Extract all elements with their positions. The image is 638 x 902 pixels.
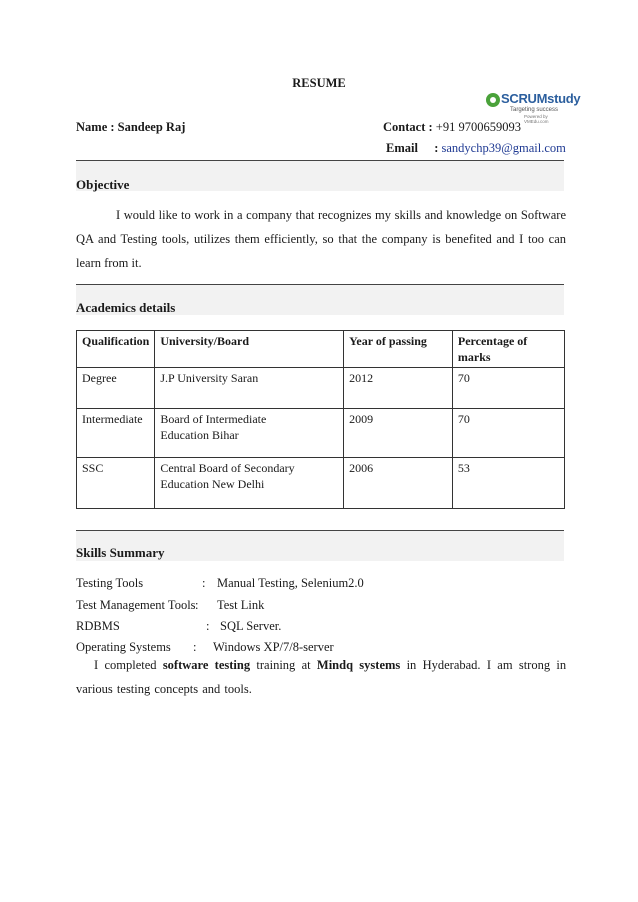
col-header-qualification: Qualification [77, 331, 155, 368]
cell-board: Board of Intermediate Education Bihar [155, 409, 344, 458]
skill-value-rdbms: SQL Server. [220, 619, 282, 633]
logo-brand: SCRUMstudy [501, 91, 581, 106]
skill-label-testing-tools: Testing Tools [76, 576, 144, 590]
skills-heading: Skills Summary [76, 545, 165, 560]
cell-board: Central Board of Secondary Education New Delhi [155, 458, 344, 509]
cell-board: J.P University Saran [155, 368, 344, 409]
training-mid: training at [256, 658, 311, 672]
table-row [77, 409, 565, 458]
scrumstudy-logo [484, 88, 581, 124]
skill-colon: : [206, 619, 210, 633]
col-header-university: University/Board [155, 331, 344, 368]
objective-heading: Objective [76, 177, 130, 192]
contact-value: +91 9700659093 [435, 120, 521, 134]
objective-text: I would like to work in a company that recognizes my skills and knowledge on Software QA and Testing tools, utilizes them efficiently, so that the company is benefited and I too can learn from it. [76, 208, 566, 270]
table-row [77, 368, 565, 409]
cell-year: 2006 [344, 458, 453, 509]
skill-label-test-management: Test Management Tools [76, 598, 196, 612]
training-institute: Mindq systems [316, 658, 401, 672]
logo-circle-icon [486, 93, 500, 107]
cell-percent: 53 [452, 458, 564, 509]
cell-year: 2009 [344, 409, 453, 458]
cell-qualification: Intermediate [77, 409, 155, 458]
training-paragraph [76, 653, 566, 701]
resume-title: RESUME [292, 76, 346, 90]
name-label: Name : Sandeep Raj [76, 120, 186, 134]
cell-qualification: Degree [77, 368, 155, 409]
table-row [77, 458, 565, 509]
academics-table [76, 330, 565, 509]
skill-value-os: Windows XP/7/8-server [213, 640, 334, 654]
email-label: Email [386, 141, 418, 155]
cell-year: 2012 [344, 368, 453, 409]
academics-heading: Academics details [76, 300, 176, 315]
email-value[interactable]: sandychp39@gmail.com [441, 141, 566, 155]
skill-value-testing-tools: Manual Testing, Selenium2.0 [217, 576, 364, 590]
logo-powered-by: Powered by VMEdu.com [524, 114, 549, 124]
table-header-row [77, 331, 565, 368]
contact-label: Contact : [383, 120, 433, 134]
skill-colon: : [195, 598, 199, 612]
contact-row [383, 120, 521, 135]
col-header-percentage: Percentage of marks [452, 331, 564, 368]
training-suffix: in Hyderabad. I am strong in various testing concepts and tools. [76, 658, 567, 696]
skill-label-os: Operating Systems [76, 640, 171, 654]
cell-percent: 70 [452, 409, 564, 458]
skill-colon: : [193, 640, 197, 654]
email-row [386, 141, 566, 156]
cell-qualification: SSC [77, 458, 155, 509]
skill-value-test-management: Test Link [217, 598, 265, 612]
cell-percent: 70 [452, 368, 564, 409]
skill-colon: : [202, 576, 206, 590]
email-colon: : [434, 141, 439, 155]
training-prefix: I completed [94, 658, 157, 672]
skill-label-rdbms: RDBMS [76, 619, 120, 633]
training-course: software testing [162, 658, 251, 672]
objective-band [76, 161, 564, 191]
logo-tagline: Targeting success [510, 107, 559, 113]
col-header-year: Year of passing [344, 331, 453, 368]
